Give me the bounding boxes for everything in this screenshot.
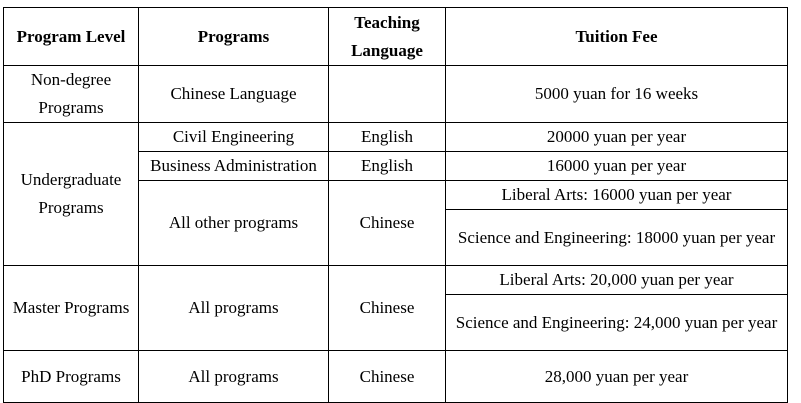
cell-language-phd: Chinese xyxy=(329,351,446,403)
cell-level-undergraduate: Undergraduate Programs xyxy=(4,123,139,266)
cell-program-master: All programs xyxy=(139,266,329,351)
cell-language-all-other: Chinese xyxy=(329,181,446,266)
cell-language-business: English xyxy=(329,152,446,181)
cell-fee-business: 16000 yuan per year xyxy=(446,152,788,181)
table-row-master-arts xyxy=(4,266,788,295)
cell-fee-undergrad-arts: Liberal Arts: 16000 yuan per year xyxy=(446,181,788,210)
cell-fee-master-science: Science and Engineering: 24,000 yuan per year xyxy=(446,295,788,351)
cell-fee-non-degree: 5000 yuan for 16 weeks xyxy=(446,66,788,123)
header-program-level: Program Level xyxy=(4,8,139,66)
cell-language-civil: English xyxy=(329,123,446,152)
cell-level-phd: PhD Programs xyxy=(4,351,139,403)
cell-program-business-administration: Business Administration xyxy=(139,152,329,181)
cell-language-master: Chinese xyxy=(329,266,446,351)
cell-fee-phd: 28,000 yuan per year xyxy=(446,351,788,403)
cell-language-non-degree xyxy=(329,66,446,123)
cell-level-non-degree: Non-degree Programs xyxy=(4,66,139,123)
cell-level-master: Master Programs xyxy=(4,266,139,351)
cell-program-all-other: All other programs xyxy=(139,181,329,266)
header-teaching-language: Teaching Language xyxy=(329,8,446,66)
header-programs: Programs xyxy=(139,8,329,66)
header-row xyxy=(4,8,788,66)
tuition-fee-table xyxy=(3,7,788,403)
cell-program-civil-engineering: Civil Engineering xyxy=(139,123,329,152)
table-row-phd xyxy=(4,351,788,403)
cell-fee-civil: 20000 yuan per year xyxy=(446,123,788,152)
cell-program-chinese-language: Chinese Language xyxy=(139,66,329,123)
cell-fee-master-arts: Liberal Arts: 20,000 yuan per year xyxy=(446,266,788,295)
cell-program-phd: All programs xyxy=(139,351,329,403)
table-row-undergrad-civil xyxy=(4,123,788,152)
header-tuition-fee: Tuition Fee xyxy=(446,8,788,66)
table-row-non-degree xyxy=(4,66,788,123)
cell-fee-undergrad-science: Science and Engineering: 18000 yuan per year xyxy=(446,210,788,266)
